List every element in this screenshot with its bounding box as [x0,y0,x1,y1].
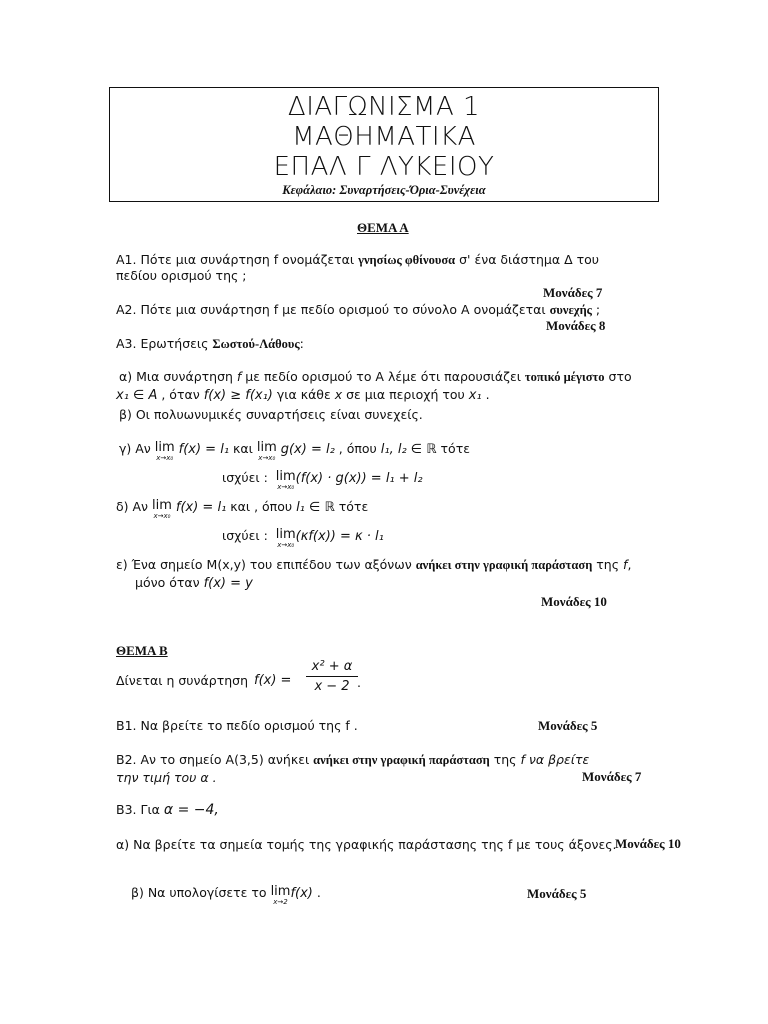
gamma-kai: και [233,441,257,456]
delta-tote: τότε [334,499,369,514]
gamma-result-lim [276,470,296,491]
b3b-fx: f(x) [290,886,313,901]
a1-text: Α1. Πότε μια συνάρτηση f ονομάζεται [116,252,359,267]
lim-symbol: lim [152,498,172,513]
gamma-tote: τότε [436,441,470,456]
eps-tis: της [592,557,624,572]
question-b3a: α) Να βρείτε τα σημεία τομής της γραφικής παράστασης της f με τους άξονες. [116,837,617,852]
alpha-inequality: f(x) ≥ f(x₁) [203,388,273,403]
question-a3 [116,336,304,352]
eps-f-equals-y: f(x) = y [203,576,253,591]
alpha-f: f [236,369,242,384]
b3-alpha-value: α = −4, [163,802,219,818]
lim-subscript: x→x₀ [153,512,171,520]
delta-result [222,528,384,549]
b2-tis: της [489,752,521,767]
gamma-lim-2 [257,441,277,462]
gamma-f-limit: f(x) = l₁ [178,442,230,457]
alpha-x: x [334,387,343,402]
b2-points: Μονάδες 7 [582,769,642,784]
a1-line2: πεδίου ορισμού της ; [116,268,247,283]
lim-subscript: x→x₀ [277,483,295,491]
question-b3 [116,802,219,818]
gamma-lim [155,441,175,462]
lim-symbol: lim [275,527,296,542]
gamma-g-limit: g(x) = l₂ [280,442,335,457]
alpha-otan: , όταν [157,387,204,402]
subject-title: ΜΑΘΗΜΑΤΙΚΑ [292,122,476,152]
eps-bold: ανήκει στην γραφική παράσταση [415,558,593,572]
question-b1: Β1. Να βρείτε το πεδίο ορισμού της f . [116,718,358,733]
given-text: Δίνεται η συνάρτηση [116,673,248,688]
b3-text: Β3. Για [116,802,164,817]
fraction-numerator: x² + α [311,659,353,674]
alpha-text: α) Μια συνάρτηση [119,369,237,384]
alpha-x1: x₁ [468,388,482,403]
statement-beta: β) Οι πολυωνυμικές συναρτήσεις είναι συνεχείς. [119,407,423,422]
fraction-bar [306,676,358,677]
delta-lim [152,499,172,520]
delta-result-lim [276,528,296,549]
question-a2 [116,302,600,318]
lim-symbol: lim [256,440,277,455]
question-b2 [116,752,589,768]
lim-symbol: lim [275,469,296,484]
a2-points: Μονάδες 8 [546,318,606,333]
question-a1 [116,252,599,268]
delta-f-limit: f(x) = l₁ [175,500,227,515]
statement-delta [116,499,368,520]
a3-text: Α3. Ερωτήσεις [116,336,213,351]
b3b-text: β) Να υπολογίσετε το [131,885,271,900]
b2-line2: την τιμή του α . [116,770,217,785]
epsilon-line2 [135,575,253,591]
alpha-line2 [116,387,490,403]
b3b-dot: . [312,885,321,900]
lim-symbol: lim [270,884,291,899]
fraction-denominator: x − 2 [314,679,350,694]
a2-bold: συνεχής [549,303,592,317]
lim-subscript: x→x₀ [156,454,174,462]
statement-gamma [119,441,470,462]
eps-text: ε) Ένα σημείο M(x,y) του επιπέδου των αξόνων [116,557,416,572]
b3b-lim [271,885,291,906]
gamma-l-real: l₁, l₂ ∈ ℝ [380,442,437,457]
gamma-result-expr: (f(x) · g(x)) = l₁ + l₂ [295,471,423,486]
thema-b-heading: ΘΕΜΑ Β [116,643,168,658]
ischyei-label: ισχύει : [222,528,268,543]
exam-title: ΔΙΑΓΩΝΙΣΜΑ 1 [287,92,481,122]
question-b3b [131,885,321,906]
b3b-points: Μονάδες 5 [527,886,587,901]
alpha-dot: . [481,387,490,402]
alpha-x1-in-A: x₁ ∈ A [116,388,158,403]
fraction [302,659,362,694]
eps-mono-otan: μόνο όταν [135,575,204,590]
a1-text-end: σ' ένα διάστημα Δ του [455,252,599,267]
thema-a-heading: ΘΕΜΑ Α [357,220,409,235]
class-title: ΕΠΑΛ Γ ΛΥΚΕΙΟΥ [273,152,495,182]
alpha-bold: τοπικό μέγιστο [524,370,605,384]
b2-text: Β2. Αν το σημείο Α(3,5) ανήκει [116,752,314,767]
a3-points: Μονάδες 10 [541,594,607,609]
fx-label: f(x) = [254,673,292,688]
chapter-subtitle: Κεφάλαιο: Συναρτήσεις-Όρια-Συνέχεια [282,183,486,197]
b2-bold: ανήκει στην γραφική παράσταση [313,753,490,767]
ischyei-label: ισχύει : [222,470,268,485]
lim-subscript: x→x₀ [277,541,295,549]
a3-bold: Σωστού-Λάθους [212,337,300,351]
delta-kai-opou: και , όπου [226,499,297,514]
given-dot: . [357,675,361,690]
gamma-an: γ) Αν [119,441,155,456]
alpha-text-end: στο [604,369,632,384]
lim-subscript: x→2 [273,898,288,906]
eps-f: f [623,557,628,572]
b3a-points: Μονάδες 10 [615,836,681,851]
gamma-opou: , όπου [334,441,381,456]
gamma-result [222,470,423,491]
title-box [109,87,659,202]
delta-an: δ) Αν [116,499,153,514]
delta-result-expr: (κf(x)) = κ · l₁ [295,529,384,544]
alpha-perioxi: σε μια περιοχή του [342,387,469,402]
eps-comma: , [627,557,632,572]
statement-alpha [119,369,632,385]
lim-symbol: lim [154,440,175,455]
a2-text-end: ; [591,302,601,317]
alpha-text-mid: με πεδίο ορισμού το Α λέμε ότι παρουσιάζει [241,369,525,384]
lim-subscript: x→x₀ [258,454,276,462]
b1-points: Μονάδες 5 [538,718,598,733]
delta-l-real: l₁ ∈ ℝ [296,500,335,515]
a3-colon: : [299,336,304,351]
alpha-gia-kathe: για κάθε [272,387,335,402]
a2-text: Α2. Πότε μια συνάρτηση f με πεδίο ορισμού το σύνολο Α ονομάζεται [116,302,550,317]
a1-bold: γνησίως φθίνουσα [358,253,456,267]
a1-points: Μονάδες 7 [543,285,603,300]
b2-italic: f να βρείτε [520,752,590,767]
statement-epsilon [116,557,631,573]
